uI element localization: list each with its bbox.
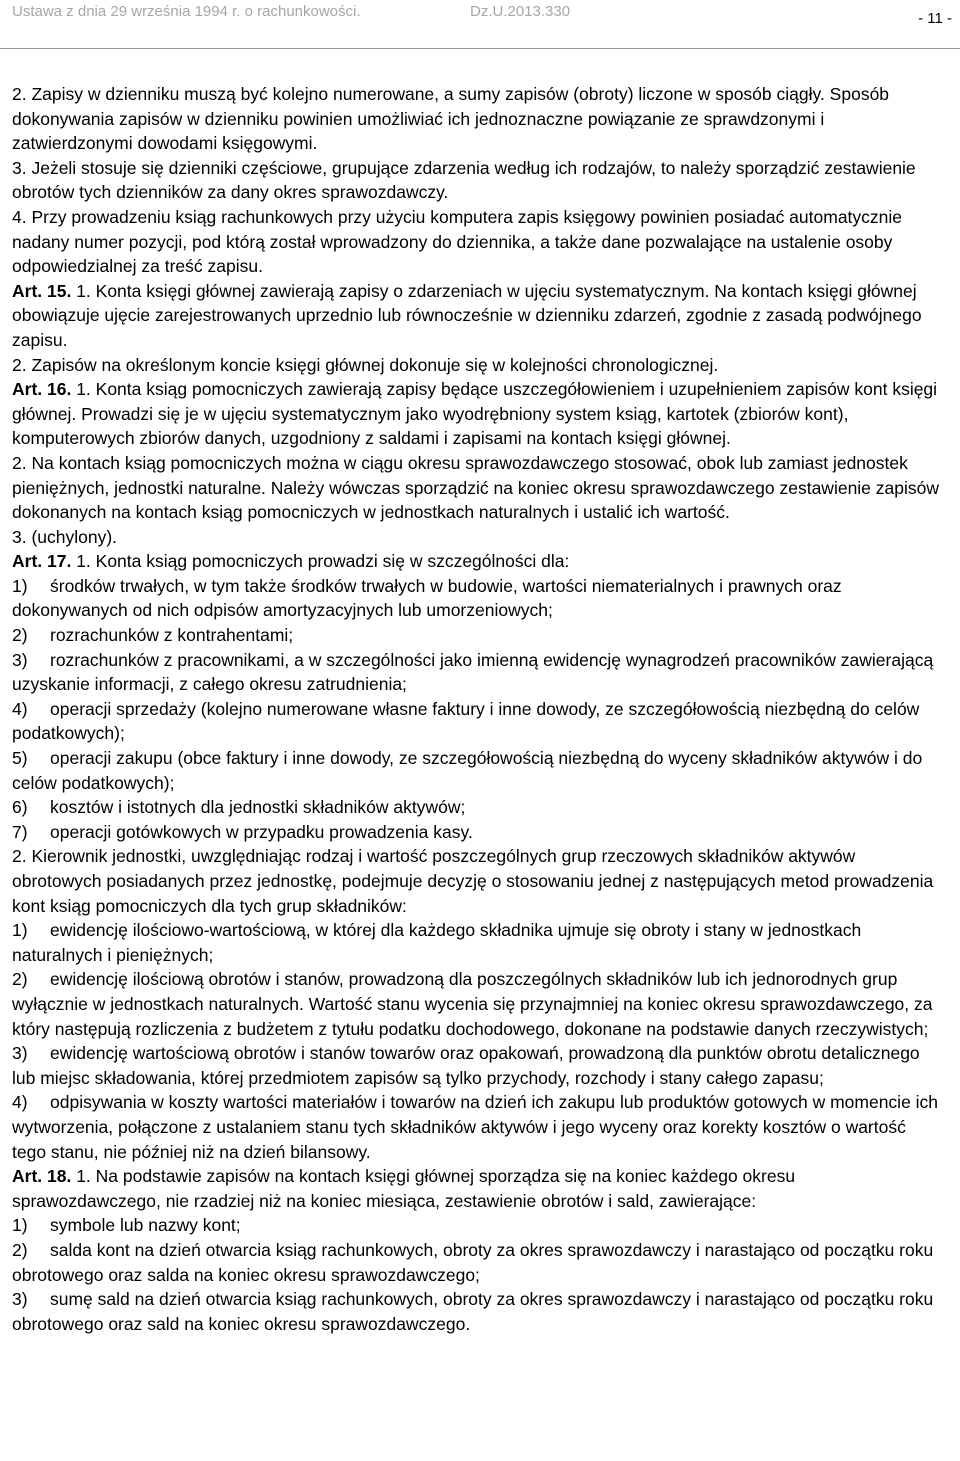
list-item-text: odpisywania w koszty wartości materiałów i towarów na dzień ich zakupu lub produktów gotowych w momencie ich wytworzenia, połączone z ustalaniem stanu tych składników aktywów i jego wyceny oraz korekty kosztów o wartość tego stanu, nie później niż na dzień bilansowy. — [12, 1092, 939, 1162]
article-paragraph — [12, 1164, 942, 1213]
list-item-text: operacji sprzedaży (kolejno numerowane własne faktury i inne dowody, ze szczegółowością niezbędną do celów podatkowych); — [12, 698, 920, 744]
list-item-number: 5) — [12, 748, 28, 769]
list-item-text: operacji zakupu (obce faktury i inne dowody, ze szczegółowością niezbędną do wyceny składników aktywów i do celów podatkowych); — [12, 748, 923, 793]
list-item-text: salda kont na dzień otwarcia ksiąg rachunkowych, obroty za okres sprawozdawczy i narastająco od początku roku obrotowego oraz salda na koniec okresu sprawozdawczego; — [12, 1239, 934, 1285]
list-item-number: 6) — [12, 797, 28, 818]
list-item — [12, 1287, 942, 1336]
list-item — [12, 820, 942, 845]
document-body — [12, 82, 942, 1336]
header-act-title: Ustawa z dnia 29 września 1994 r. o rachunkowości. — [12, 3, 361, 20]
list-item-number: 4) — [12, 698, 28, 719]
list-item-number: 1) — [12, 1215, 28, 1236]
list-item — [12, 967, 942, 1041]
article-text: 1. Konta ksiąg pomocniczych zawierają zapisy będące uszczegółowieniem i uzupełnieniem zapisów kont księgi głównej. Prowadzi się je w ujęciu systematycznym jako wyodrębniony system ksiąg, kartotek (zbiorów kont), komputerowych zbiorów danych, uzgodniony z saldami i zapisami na kontach księgi głównej. — [12, 379, 938, 449]
paragraph: 4. Przy prowadzeniu ksiąg rachunkowych przy użyciu komputera zapis księgowy powinien posiadać automatycznie nadany numer pozycji, pod którą został wprowadzony do dziennika, a także dane pozwalające na ustalenie osoby odpowiedzialnej za treść zapisu. — [12, 206, 903, 277]
list-item — [12, 648, 942, 697]
paragraph: 2. Kierownik jednostki, uwzględniając rodzaj i wartość poszczególnych grup rzeczowych składników aktywów obrotowych posiadanych przez jednostkę, podejmuje decyzję o stosowaniu jednej z następujących metod prowadzenia kont ksiąg pomocniczych dla tych grup składników: — [12, 846, 934, 916]
article-number: Art. 18. — [12, 1166, 72, 1187]
list-item-number: 4) — [12, 1092, 28, 1113]
paragraph: 3. Jeżeli stosuje się dzienniki częściowe, grupujące zdarzenia według ich rodzajów, to należy sporządzić zestawienie obrotów tych dzienników za dany okres sprawozdawczy. — [12, 157, 916, 203]
list-item-number: 2) — [12, 625, 28, 646]
article-text: 1. Konta księgi głównej zawierają zapisy o zdarzeniach w ujęciu systematycznym. Na kontach księgi głównej obowiązuje ujęcie zarejestrowanych uprzednio lub równocześnie w dzienniku zdarzeń, zgodnie z zasadą podwójnego zapisu. — [12, 280, 922, 350]
paragraph: 2. Zapisów na określonym koncie księgi głównej dokonuje się w kolejności chronologicznej. — [12, 354, 719, 375]
article-number: Art. 16. — [12, 379, 72, 400]
list-item-number: 1) — [12, 920, 28, 941]
article-text: 1. Konta ksiąg pomocniczych prowadzi się w szczególności dla: — [71, 551, 570, 572]
paragraph: 2. Na kontach ksiąg pomocniczych można w ciągu okresu sprawozdawczego stosować, obok lub zamiast jednostek pieniężnych, jednostki naturalne. Należy wówczas sporządzić na koniec okresu sprawozdawczego zestawienie zapisów dokonanych na kontach ksiąg pomocniczych w jednostkach naturalnych i ustalić ich wartość. — [12, 452, 940, 523]
list-item-number: 1) — [12, 575, 28, 596]
list-item-text: środków trwałych, w tym także środków trwałych w budowie, wartości niematerialnych i prawnych oraz dokonywanych od nich odpisów amortyzacyjnych lub umorzeniowych; — [12, 575, 842, 621]
header-divider — [0, 48, 960, 49]
list-item-number: 3) — [12, 1289, 28, 1310]
list-item-text: ewidencję ilościową obrotów i stanów, prowadzoną dla poszczególnych składników lub ich jednorodnych grup wyłącznie w jednostkach naturalnych. Wartość stanu wycenia się przynajmniej na koniec okresu sprawozdawczego, za który następują rozliczenia z budżetem z tytułu podatku dochodowego, dokonane na podstawie danych rzeczywistych; — [12, 969, 933, 1039]
list-item — [12, 918, 942, 967]
list-item-text: rozrachunków z pracownikami, a w szczególności jako imienną ewidencję wynagrodzeń pracowników zawierającą uzyskanie informacji, z całego okresu zatrudnienia; — [12, 649, 934, 695]
list-item-text: operacji gotówkowych w przypadku prowadzenia kasy. — [50, 821, 473, 842]
article-paragraph — [12, 279, 942, 353]
paragraph: 2. Zapisy w dzienniku muszą być kolejno numerowane, a sumy zapisów (obroty) liczone w sposób ciągły. Sposób dokonywania zapisów w dzienniku powinien umożliwiać ich jednoznaczne powiązanie ze sprawdzonymi i zatwierdzonymi dowodami księgowymi. — [12, 84, 890, 154]
list-item-number: 3) — [12, 1043, 28, 1064]
article-number: Art. 17. — [12, 551, 72, 572]
article-number: Art. 15. — [12, 280, 72, 301]
list-item-number: 2) — [12, 1239, 28, 1260]
list-item-number: 2) — [12, 969, 28, 990]
list-item — [12, 697, 942, 746]
page-header — [12, 3, 952, 43]
list-item — [12, 574, 942, 623]
list-item-text: sumę sald na dzień otwarcia ksiąg rachunkowych, obroty za okres sprawozdawczy i narastająco od początku roku obrotowego oraz sald na koniec okresu sprawozdawczego. — [12, 1289, 934, 1334]
list-item — [12, 1041, 942, 1090]
list-item — [12, 1213, 942, 1238]
list-item-text: ewidencję ilościowo-wartościową, w której dla każdego składnika ujmuje się obroty i stany w jednostkach naturalnych i pieniężnych; — [12, 920, 862, 965]
list-item-text: rozrachunków z kontrahentami; — [50, 625, 294, 646]
header-journal-reference: Dz.U.2013.330 — [470, 3, 571, 20]
list-item — [12, 1238, 942, 1287]
page-number: - 11 - — [918, 10, 952, 27]
list-item-number: 7) — [12, 821, 28, 842]
list-item-text: kosztów i istotnych dla jednostki składników aktywów; — [50, 797, 466, 818]
list-item — [12, 795, 942, 820]
list-item-text: ewidencję wartościową obrotów i stanów towarów oraz opakowań, prowadzoną dla punktów obrotu detalicznego lub miejsc składowania, której przedmiotem zapisów są tylko przychody, rozchody i stany całego zapasu; — [12, 1043, 920, 1088]
article-text: 1. Na podstawie zapisów na kontach księgi głównej sporządza się na koniec każdego okresu sprawozdawczego, nie rzadziej niż na koniec miesiąca, zestawienie obrotów i sald, zawierające: — [12, 1166, 796, 1211]
paragraph: 3. (uchylony). — [12, 526, 118, 547]
list-item — [12, 1090, 942, 1164]
list-item-number: 3) — [12, 649, 28, 670]
list-item-text: symbole lub nazwy kont; — [50, 1215, 241, 1236]
list-item — [12, 623, 942, 648]
article-paragraph — [12, 377, 942, 451]
article-paragraph — [12, 549, 942, 574]
list-item — [12, 746, 942, 795]
